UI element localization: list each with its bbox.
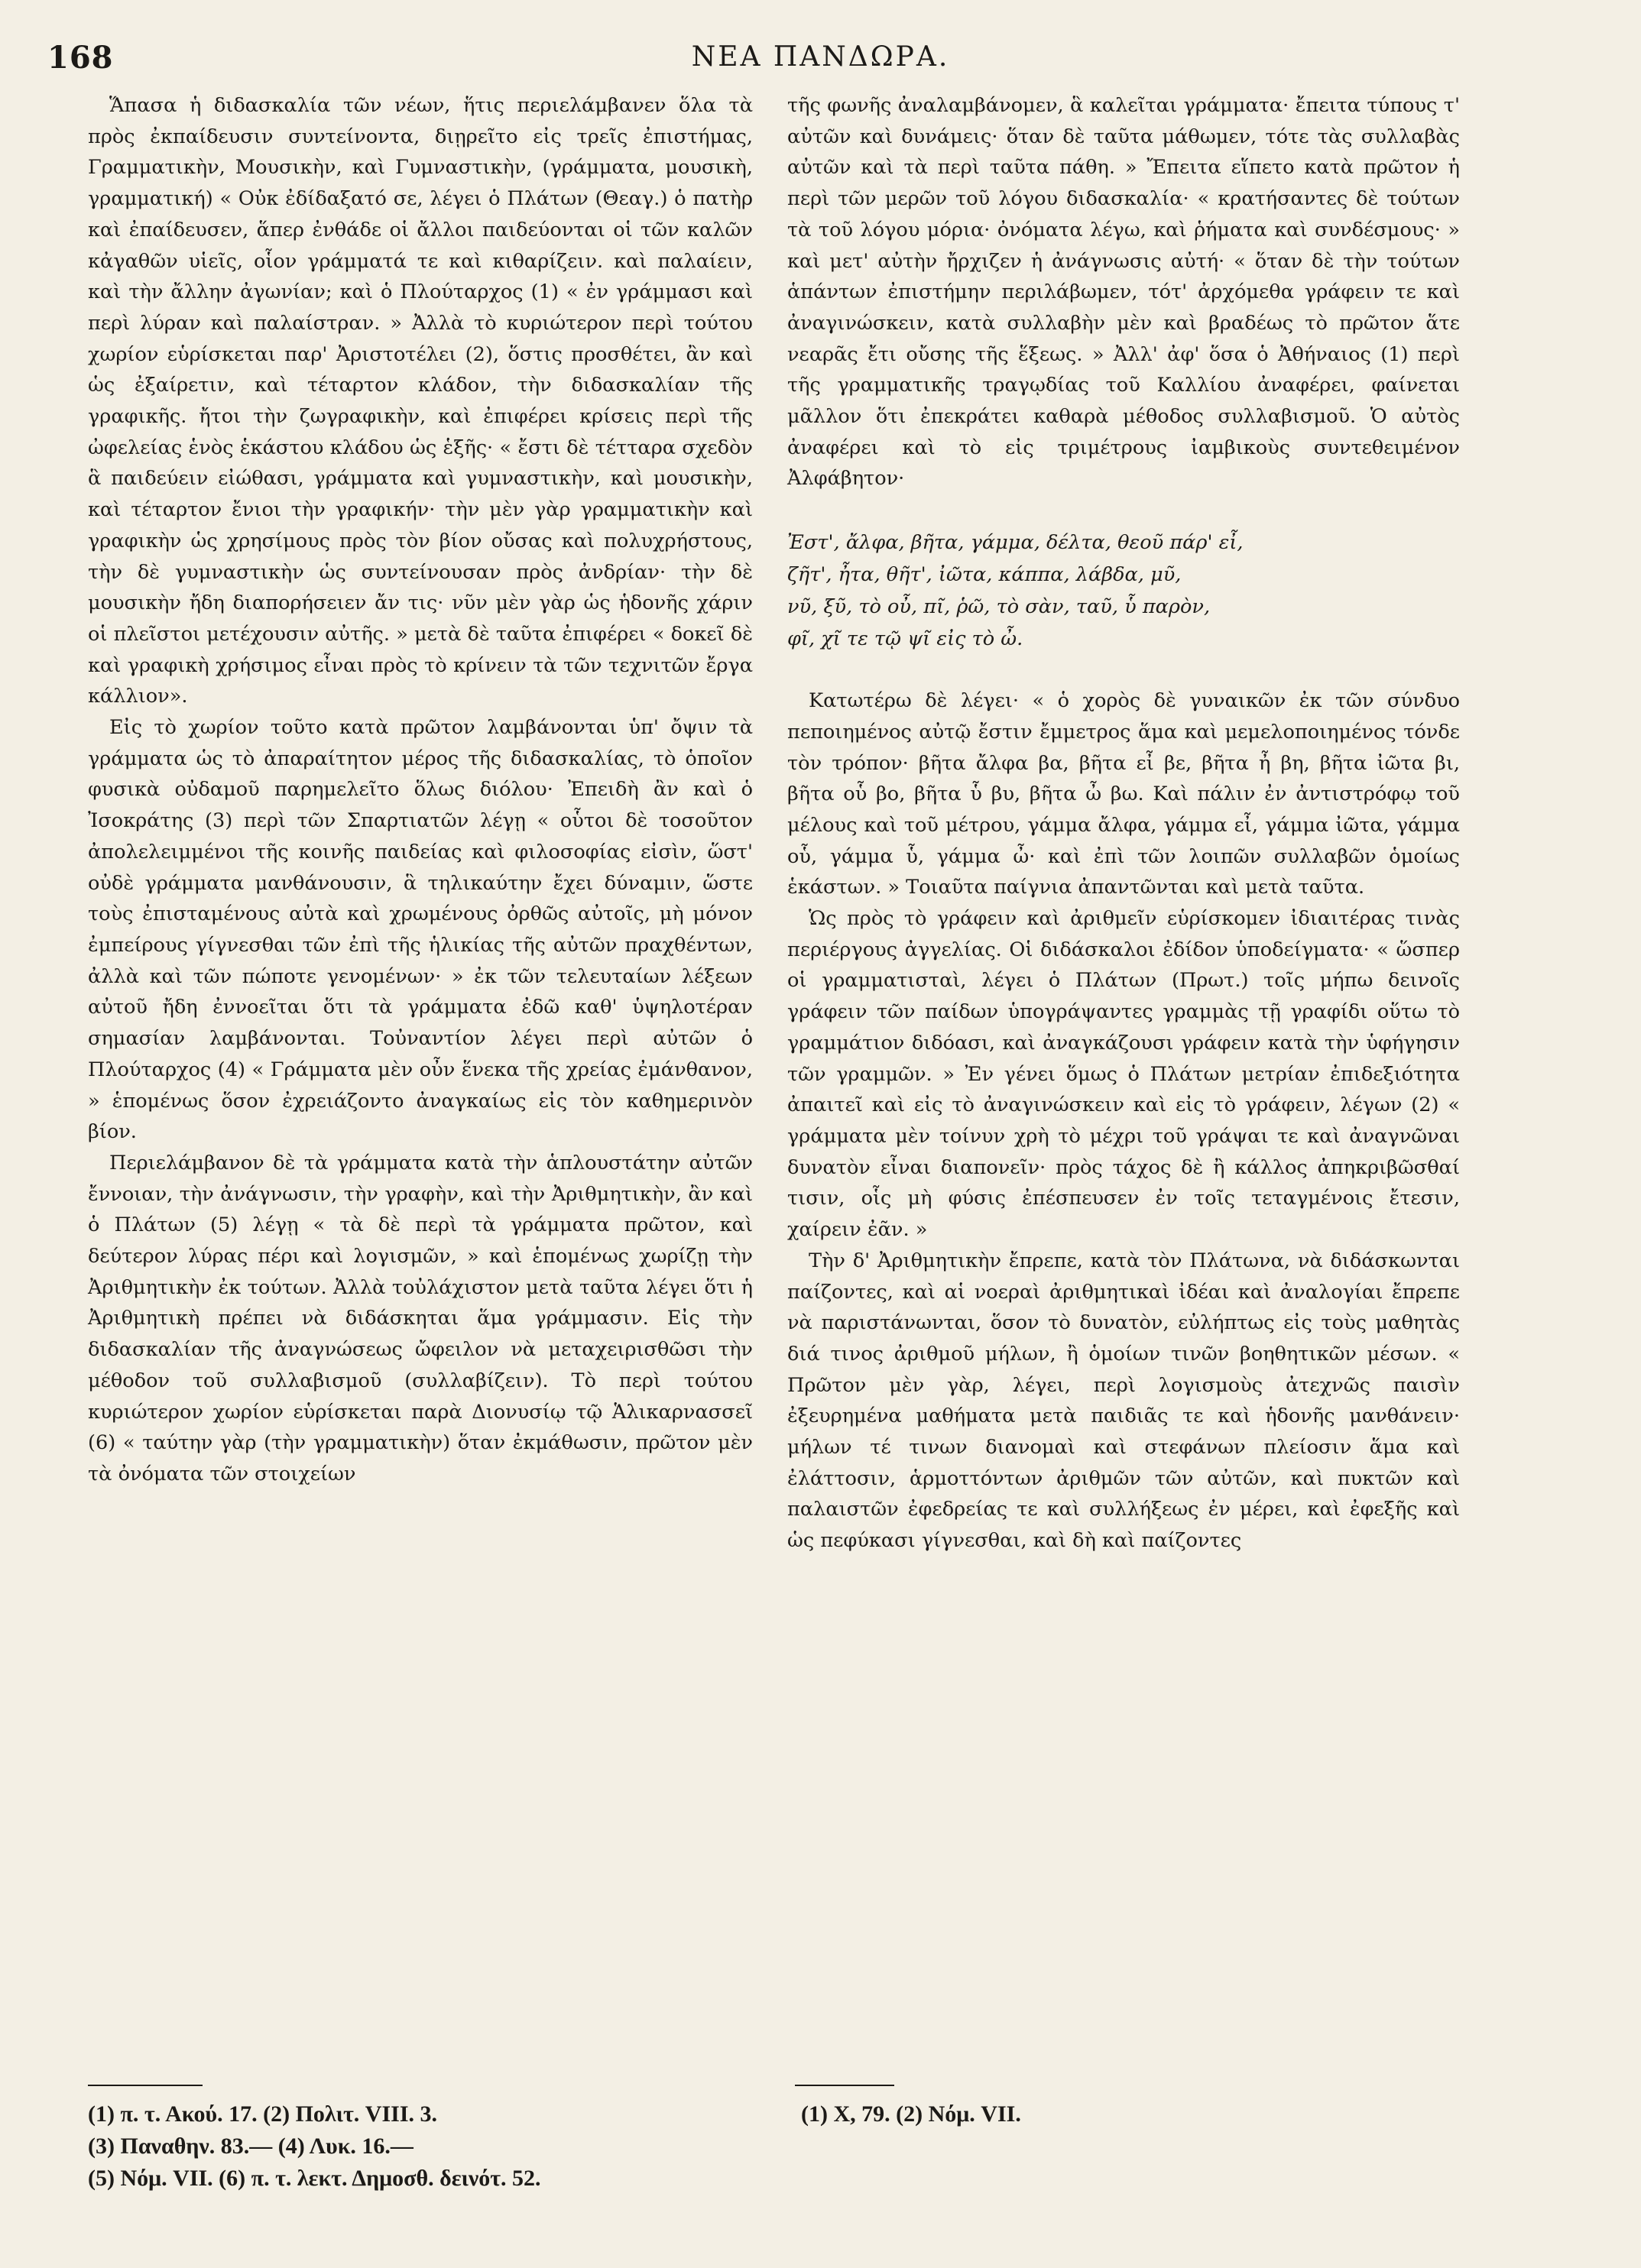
paragraph: Περιελάμβανον δὲ τὰ γράμματα κατὰ τὴν ἁπλουστάτην αὐτῶν ἔννοιαν, τὴν ἀνάγνωσιν, τὴν γραφὴν, καὶ τὴν Ἀριθμητικὴν, ἂν καὶ ὁ Πλάτων (5) λέγῃ « τὰ δὲ περὶ τὰ γράμματα πρῶτον, καὶ δεύτερον λύρας πέρι καὶ λογισμῶν, » καὶ ἑπομένως χωρίζῃ τὴν Ἀριθμητικὴν ἐκ τούτων. Ἀλλὰ τοὐλάχιστον μετὰ ταῦτα λέγει ὅτι ἡ Ἀριθμητικὴ πρέπει νὰ διδάσκηται ἅμα γράμμασιν. Εἰς τὴν διδασκαλίαν τῆς ἀναγνώσεως ὤφειλον νὰ μεταχειρισθῶσι τὴν μέθοδον τοῦ συλλαβισμοῦ (συλλαβίζειν). Τὸ περὶ τούτου κυριώτερον χωρίον εὑρίσκεται παρὰ Διονυσίῳ τῷ Ἁλικαρνασσεῖ (6) « ταύτην γὰρ (τὴν γραμματικὴν) ὅταν ἐκμάθωσιν, πρῶτον μὲν τὰ ὀνόματα τῶν στοιχείων bbox=[88, 1151, 753, 1486]
footnote-divider-left bbox=[88, 2085, 203, 2086]
footnotes-left bbox=[88, 2098, 541, 2195]
verse-line: Ἐστ', ἄλφα, βῆτα, γάμμα, δέλτα, θεοῦ πάρ' εἶ, bbox=[787, 531, 1244, 555]
paragraph: Κατωτέρω δὲ λέγει· « ὁ χορὸς δὲ γυναικῶν ἐκ τῶν σύνδυο πεποιημένος αὐτῷ ἔστιν ἔμμετρος ἅμα καὶ μεμελοποιημένος τόνδε τὸν τρόπον· βῆτα ἄλφα βα, βῆτα εἶ βε, βῆτα ἦ βη, βῆτα ἰῶτα βι, βῆτα οὗ βο, βῆτα ὗ βυ, βῆτα ὦ βω. Καὶ πάλιν ἐν ἀντιστρόφῳ τοῦ μέλους καὶ τοῦ μέτρου, γάμμα ἄλφα, γάμμα εἶ, γάμμα ἰῶτα, γάμμα οὗ, γάμμα ὗ, γάμμα ὦ· καὶ ἐπὶ τῶν λοιπῶν συλλαβῶν ὁμοίως ἑκάστων. » Τοιαῦτα παίγνια ἀπαντῶνται καὶ μετὰ ταῦτα. bbox=[787, 689, 1460, 899]
footnote: (1) X, 79. (2) Νόμ. VII. bbox=[801, 2101, 1021, 2127]
running-title: ΝΕΑ ΠΑΝΔΩΡΑ. bbox=[691, 41, 950, 73]
right-column bbox=[787, 90, 1460, 1557]
paragraph: Ὡς πρὸς τὸ γράφειν καὶ ἀριθμεῖν εὑρίσκομεν ἰδιαιτέρας τινὰς περιέργους ἀγγελίας. Οἱ διδάσκαλοι ἐδίδον ὑποδείγματα· « ὥσπερ οἱ γραμματισταὶ, λέγει ὁ Πλάτων (Πρωτ.) τοῖς μήπω δεινοῖς γράφειν τῶν παίδων ὑπογράψαντες γραμμὰς τῇ γραφίδι οὕτω τὸ γραμμάτιον διδόασι, καὶ ἀναγκάζουσι γράφειν κατὰ τὴν ὑφήγησιν τῶν γραμμῶν. » Ἐν γένει ὅμως ὁ Πλάτων μετρίαν ἐπιδεξιότητα ἀπαιτεῖ καὶ εἰς τὸ ἀναγινώσκειν καὶ εἰς τὸ γράφειν, λέγων (2) « γράμματα μὲν τοίνυν χρὴ τὸ μέχρι τοῦ γράψαι τε καὶ ἀναγνῶναι δυνατὸν εἶναι διαπονεῖν· πρὸς τάχος δὲ ἢ κάλλος ἀπηκριβῶσθαί τισιν, οἷς μὴ φύσις ἐπέσπευσεν ἐν τοῖς τεταγμένοις ἔτεσιν, χαίρειν ἐᾶν. » bbox=[787, 907, 1460, 1242]
page-header bbox=[0, 40, 1641, 86]
verse-line: ζῆτ', ἦτα, θῆτ', ἰῶτα, κάππα, λάβδα, μῦ, bbox=[787, 563, 1182, 587]
paragraph: Τὴν δ' Ἀριθμητικὴν ἔπρεπε, κατὰ τὸν Πλάτωνα, νὰ διδάσκωνται παίζοντες, καὶ αἱ νοεραὶ ἀριθμητικαὶ ἰδέαι καὶ ἀναλογίαι ἔπρεπε νὰ παριστάνωνται, ὅσον τὸ δυνατὸν, εὐλήπτως εἰς τοὺς μαθητὰς διά τινος ἀριθμοῦ μήλων, ἢ ὁμοίων τινῶν βοηθητικῶν μέσων. « Πρῶτον μὲν γὰρ, λέγει, περὶ λογισμοὺς ἀτεχνῶς παισὶν ἐξευρημένα μαθήματα μετὰ παιδιᾶς τε καὶ ἡδονῆς μανθάνειν· μήλων τέ τινων διανομαὶ καὶ στεφάνων πλείοσιν ἅμα καὶ ἐλάττοσιν, ἁρμοττόντων ἀριθμῶν τῶν αὐτῶν, καὶ πυκτῶν καὶ παλαιστῶν ἐφεδρείας τε καὶ συλλήξεως ἐν μέρει, καὶ ἐφεξῆς καὶ ὡς πεφύκασι γίγνεσθαι, καὶ δὴ καὶ παίζοντες bbox=[787, 1249, 1460, 1553]
footnote-divider-right bbox=[795, 2085, 894, 2086]
footnote: (5) Νόμ. VII. (6) π. τ. λεκτ. Δημοσθ. δεινότ. 52. bbox=[88, 2166, 541, 2191]
alphabet-verse bbox=[787, 526, 1460, 655]
paragraph: τῆς φωνῆς ἀναλαμβάνομεν, ἃ καλεῖται γράμματα· ἔπειτα τύπους τ' αὐτῶν καὶ δυνάμεις· ὅταν δὲ ταῦτα μάθωμεν, τότε τὰς συλλαβὰς αὐτῶν καὶ τὰ περὶ ταῦτα πάθη. » Ἔπειτα εἵπετο κατὰ πρῶτον ἡ περὶ τῶν μερῶν τοῦ λόγου διδασκαλία· « κρατήσαντες δὲ τούτων τὰ τοῦ λόγου μόρια· ὀνόματα λέγω, καὶ ῥήματα καὶ συνδέσμους· » καὶ μετ' αὐτὴν ἤρχιζεν ἡ ἀνάγνωσις αὐτή· « ὅταν δὲ τὴν τούτων ἁπάντων ἐπιστήμην περιλάβωμεν, τότ' ἀρχόμεθα γράφειν τε καὶ ἀναγινώσκειν, κατὰ συλλαβὴν μὲν καὶ βραδέως τὸ πρῶτον ἅτε νεαρᾶς ἔτι οὔσης τῆς ἕξεως. » Ἀλλ' ἀφ' ὅσα ὁ Ἀθήναιος (1) περὶ τῆς γραμματικῆς τραγῳδίας τοῦ Καλλίου ἀναφέρει, φαίνεται μᾶλλον ὅτι ἐπεκράτει καθαρὰ μέθοδος συλλαβισμοῦ. Ὁ αὐτὸς ἀναφέρει καὶ τὸ εἰς τριμέτρους ἰαμβικοὺς συντεθειμένον Ἀλφάβητον· bbox=[787, 94, 1460, 491]
verse-line: νῦ, ξῦ, τὸ οὖ, πῖ, ῥῶ, τὸ σὰν, ταῦ, ὗ παρὸν, bbox=[787, 595, 1211, 619]
footnote: (1) π. τ. Ακού. 17. (2) Πολιτ. VIII. 3. bbox=[88, 2101, 437, 2127]
footnote: (3) Παναθην. 83.— (4) Λυκ. 16.— bbox=[88, 2134, 413, 2159]
paragraph: Εἰς τὸ χωρίον τοῦτο κατὰ πρῶτον λαμβάνονται ὑπ' ὄψιν τὰ γράμματα ὡς τὸ ἀπαραίτητον μέρος τῆς διδασκαλίας, τὸ ὁποῖον φυσικὰ οὐδαμοῦ παρημελεῖτο ὅλως διόλου· Ἐπειδὴ ἂν καὶ ὁ Ἰσοκράτης (3) περὶ τῶν Σπαρτιατῶν λέγῃ « οὗτοι δὲ τοσοῦτον ἀπολελειμμένοι τῆς κοινῆς παιδείας καὶ φιλοσοφίας εἰσὶν, ὥστ' οὐδὲ γράμματα μανθάνουσιν, ἃ τηλικαύτην ἔχει δύναμιν, ὥστε τοὺς ἐπισταμένους αὐτὰ καὶ χρωμένους ὀρθῶς αὐτοῖς, μὴ μόνον ἐμπείρους γίγνεσθαι τῶν ἐπὶ τῆς ἡλικίας τῆς αὐτῶν πραχθέντων, ἀλλὰ καὶ τῶν πώποτε γενομένων· » ἐκ τῶν τελευταίων λέξεων αὐτοῦ ἤδη ἐννοεῖται ὅτι τὰ γράμματα ἐδῶ καθ' ὑψηλοτέραν σημασίαν λαμβάνονται. Τοὐναντίον λέγει περὶ αὐτῶν ὁ Πλούταρχος (4) « Γράμματα μὲν οὖν ἕνεκα τῆς χρείας ἐμάνθανον, » ἑπομένως ὅσον ἐχρειάζοντο ἀναγκαίως εἰς τὸν καθημερινὸν βίον. bbox=[88, 716, 753, 1144]
paragraph: Ἅπασα ἡ διδασκαλία τῶν νέων, ἥτις περιελάμβανεν ὅλα τὰ πρὸς ἐκπαίδευσιν συντείνοντα, διῃρεῖτο εἰς τρεῖς ἐπιστήμας, Γραμματικὴν, Μουσικὴν, καὶ Γυμναστικὴν, (γράμματα, μουσικὴ, γραμματική) « Οὐκ ἐδίδαξατό σε, λέγει ὁ Πλάτων (Θεαγ.) ὁ πατὴρ καὶ ἐπαίδευσεν, ἅπερ ἐνθάδε οἱ ἄλλοι παιδεύονται οἱ τῶν καλῶν κἀγαθῶν υἱεῖς, οἷον γράμματά τε καὶ κιθαρίζειν. καὶ παλαίειν, καὶ τὴν ἄλλην ἀγωνίαν; καὶ ὁ Πλούταρχος (1) « ἐν γράμμασι καὶ περὶ λύραν καὶ παλαίστραν. » Ἀλλὰ τὸ κυριώτερον περὶ τούτου χωρίον εὑρίσκεται παρ' Ἀριστοτέλει (2), ὅστις προσθέτει, ἂν καὶ ὡς ἐξαίρετιν, καὶ τέταρτον κλάδον, τὴν διδασκαλίαν τῆς γραφικῆς. ἤτοι τὴν ζωγραφικὴν, καὶ ἐπιφέρει κρίσεις περὶ τῆς ὠφελείας ἑνὸς ἑκάστου κλάδου ὡς ἑξῆς· « ἔστι δὲ τέτταρα σχεδὸν ἃ παιδεύειν εἰώθασι, γράμματα καὶ γυμναστικὴν, καὶ μουσικὴν, καὶ τέταρτον ἔνιοι τὴν γραφικήν· τὴν μὲν γὰρ γραμματικὴν καὶ γραφικὴν ὡς χρησίμους πρὸς τὸν βίον οὔσας καὶ πολυχρήστους, τὴν δὲ γυμναστικὴν ὡς συντείνουσαν πρὸς ἀνδρίαν· τὴν δὲ μουσικὴν ἤδη διαπορήσειεν ἄν τις· νῦν μὲν γὰρ ὡς ἡδονῆς χάριν οἱ πλεῖστοι μετέχουσιν αὐτῆς. » μετὰ δὲ ταῦτα ἐπιφέρει « δοκεῖ δὲ καὶ γραφικὴ χρήσιμος εἶναι πρὸς τὸ κρίνειν τὰ τῶν τεχνιτῶν ἔργα κάλλιον». bbox=[88, 94, 753, 708]
page-number: 168 bbox=[47, 40, 114, 76]
left-column bbox=[88, 90, 753, 1490]
footnotes-right bbox=[801, 2098, 1021, 2130]
verse-line: φῖ, χῖ τε τῷ ψῖ εἰς τὸ ὦ. bbox=[787, 627, 1023, 651]
